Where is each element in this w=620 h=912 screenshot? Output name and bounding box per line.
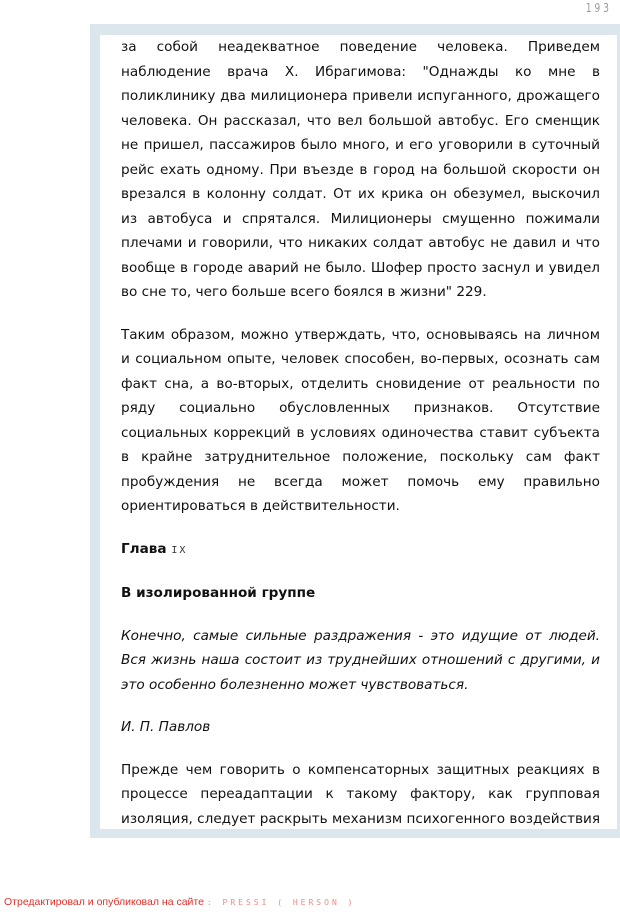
epigraph-text: Конечно, самые сильные раздражения - это идущие от людей. Вся жизнь наша состоит из труднейших отношений с другими, и это особенно болезненно может чувствоваться. [121, 627, 600, 693]
epigraph-author: И. П. Павлов [121, 719, 211, 735]
page-number: 193 [585, 2, 612, 16]
footer-site-link[interactable]: : PRESSI ( HERSON ) [206, 898, 356, 907]
paragraph-3: Прежде чем говорить о компенсаторных защитных реакциях в процессе переадаптации к такому фактору, как групповая изоляция, следует раскрыть механизм психогенного воздействия [121, 761, 601, 827]
footer-credit [4, 896, 355, 908]
paragraph-2: Таким образом, можно утверждать, что, основываясь на личном и социальном опыте, человек способен, во-первых, осознать сам факт сна, а во-вторых, отделить сновидение от реальности по ряду социально обусловленных признаков. Отсутствие социальных коррекций в условиях одиночества ставит субъекта в крайне затруднительное положение, поскольку сам факт пробуждения не всегда может помочь ему правильно ориентироваться в действительности. [121, 326, 600, 514]
chapter-heading [121, 537, 600, 564]
paragraph-1: за собой неадекватное поведение человека. Приведем наблюдение врача Х. Ибрагимова: "Однажды ко мне в поликлинику два милиционера привели испуганного, дрожащего человека. Он рассказал, что вел большой автобус. Его сменщик не пришел, пассажиров было много, и его уговорили в суточный рейс ехать одному. При въезде в город на большой скорости он врезался в колонну солдат. От их крика он обезумел, выскочил из автобуса и спрятался. Милиционеры смущенно пожимали плечами и говорили, что никаких солдат автобус не давил и что вообще в городе аварий не было. Шофер просто заснул и увидел во сне то, чего больше всего боялся в жизни" 229. [121, 39, 600, 300]
page-content [100, 35, 617, 829]
chapter-label: Глава [121, 540, 167, 557]
footer-text: Отредактировал и опубликовал на сайте [4, 896, 204, 908]
chapter-number: IX [171, 544, 188, 556]
chapter-title: В изолированной группе [121, 585, 316, 601]
